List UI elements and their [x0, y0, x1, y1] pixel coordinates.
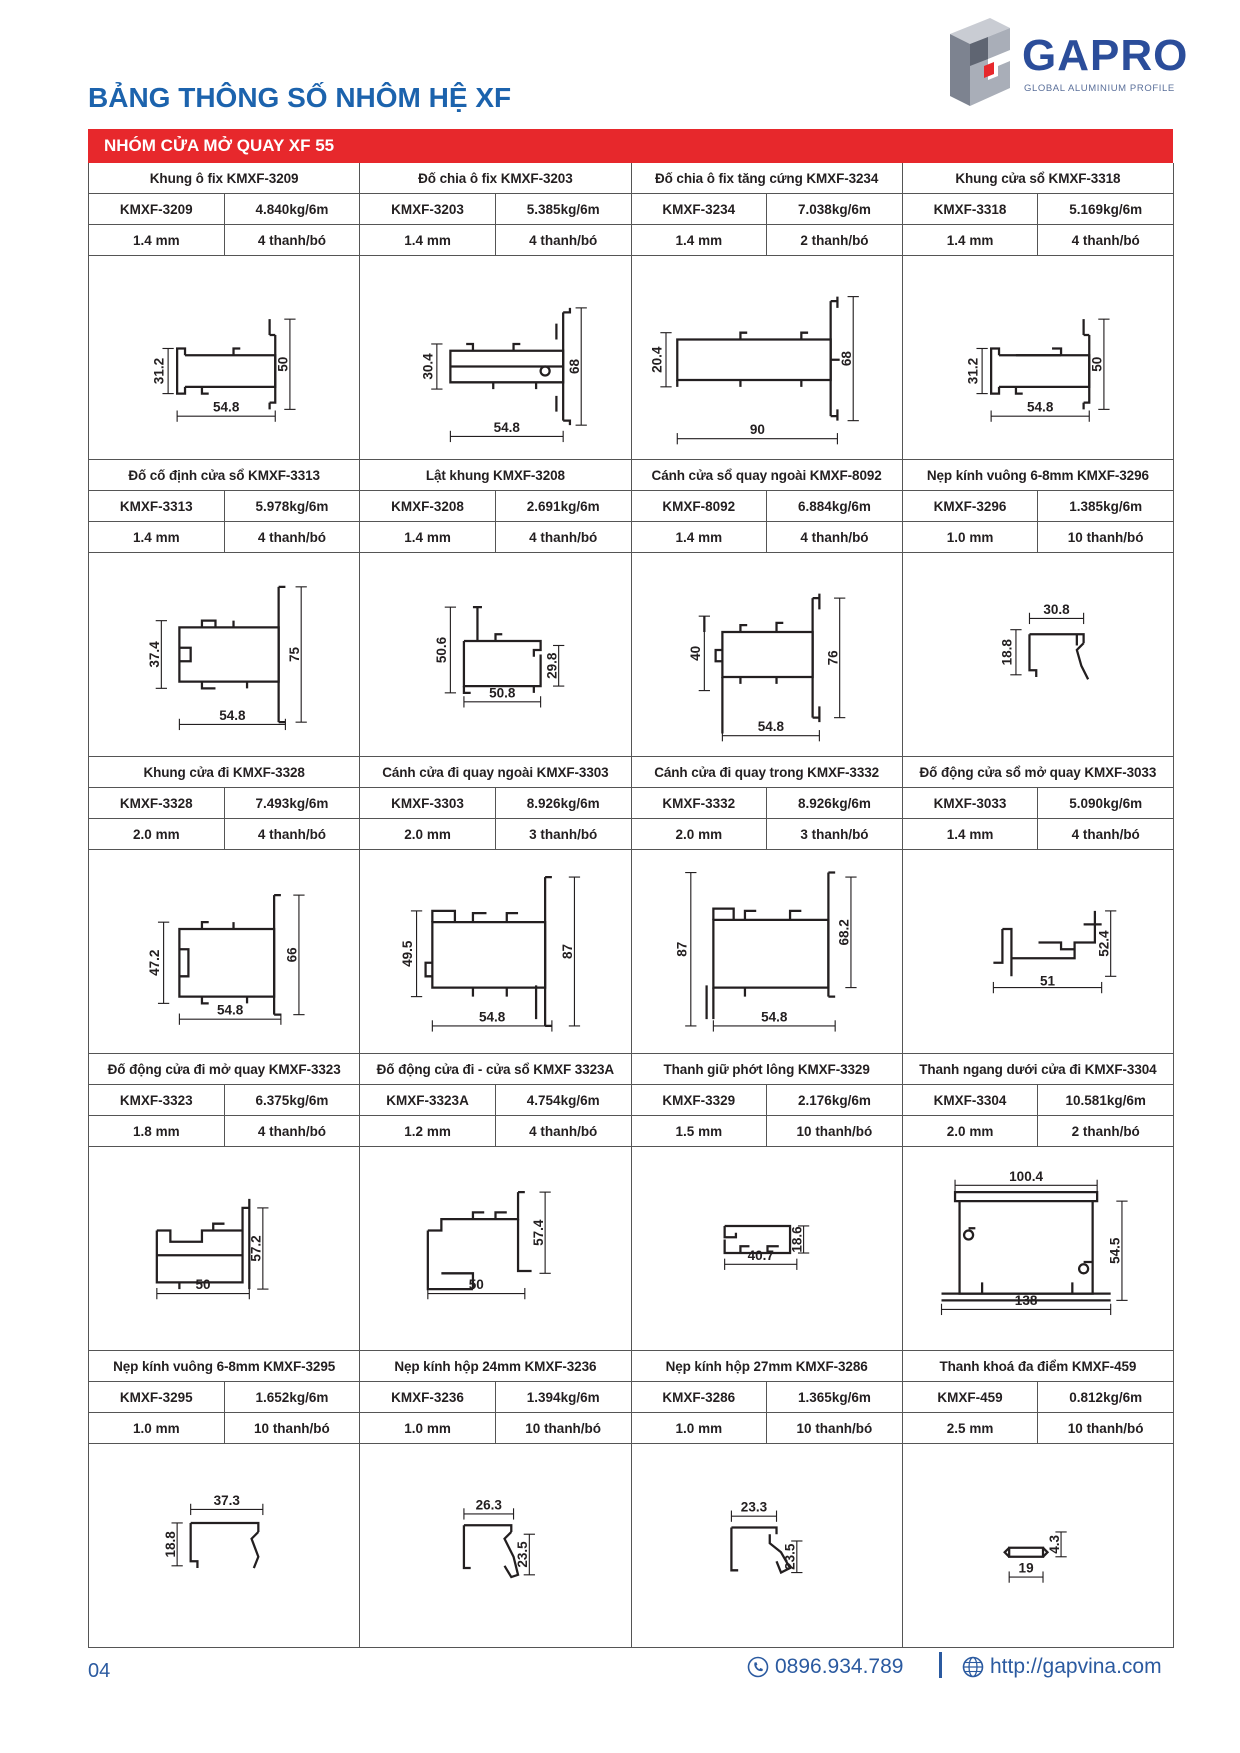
- dimension-label: 37.4: [147, 641, 163, 668]
- spec-row-thickness: [632, 522, 902, 553]
- dimension-label: 54.8: [479, 1009, 506, 1025]
- product-name: Đố động cửa sổ mở quay KMXF-3033: [903, 757, 1173, 788]
- product-code: KMXF-3296: [903, 491, 1039, 521]
- product-card: [632, 1054, 903, 1351]
- spec-row-code: [632, 194, 902, 225]
- spec-row-thickness: [903, 225, 1173, 256]
- product-weight: 8.926kg/6m: [526, 795, 600, 811]
- profile-drawing: [360, 1147, 631, 1350]
- dimension-label: 23.5: [782, 1543, 798, 1570]
- product-code: KMXF-3332: [632, 788, 768, 818]
- product-code: KMXF-3286: [632, 1382, 768, 1412]
- product-pack: 10 thanh/bó: [796, 1123, 873, 1139]
- phone-number[interactable]: 0896.934.789: [775, 1655, 904, 1678]
- profile-drawing: [632, 256, 903, 459]
- dimension-label: 30.4: [420, 353, 436, 380]
- spec-row-code: [632, 491, 902, 522]
- product-row: [89, 163, 1174, 460]
- product-name: Thanh khoá đa điểm KMXF-459: [903, 1351, 1173, 1382]
- product-thickness: 1.0 mm: [89, 1413, 225, 1443]
- dimension-label: 20.4: [648, 346, 664, 373]
- spec-row-thickness: [89, 819, 359, 850]
- dimension-label: 75: [286, 646, 302, 663]
- product-name: Nẹp kính hộp 27mm KMXF-3286: [632, 1351, 902, 1382]
- brand-name: GAPRO: [1022, 31, 1189, 80]
- product-weight: 5.169kg/6m: [1069, 201, 1143, 217]
- dimension-label: 23.5: [515, 1541, 531, 1568]
- spec-row-code: [89, 194, 359, 225]
- spec-row-code: [89, 491, 359, 522]
- spec-row-code: [89, 788, 359, 819]
- dimension-label: 31.2: [151, 357, 167, 385]
- product-weight: 4.754kg/6m: [526, 1092, 600, 1108]
- product-pack: 4 thanh/bó: [257, 232, 327, 248]
- product-pack: 4 thanh/bó: [529, 529, 598, 545]
- product-name: Khung ô fix KMXF-3209: [89, 163, 359, 194]
- spec-row-code: [903, 788, 1173, 819]
- spec-row-code: [360, 1085, 630, 1116]
- dimension-label: 57.4: [531, 1219, 547, 1246]
- product-name: Lật khung KMXF-3208: [360, 460, 630, 491]
- dimension-label: 57.2: [248, 1235, 264, 1262]
- product-name: Nẹp kính vuông 6-8mm KMXF-3296: [903, 460, 1173, 491]
- product-thickness: 1.4 mm: [632, 522, 768, 552]
- product-pack: 4 thanh/bó: [1071, 826, 1140, 842]
- profile-drawing: [89, 256, 360, 459]
- product-pack: 10 thanh/bó: [796, 1420, 873, 1436]
- product-code: KMXF-3323A: [360, 1085, 496, 1115]
- product-thickness: 1.0 mm: [360, 1413, 496, 1443]
- product-card: [89, 1351, 360, 1648]
- product-thickness: 2.0 mm: [360, 819, 496, 849]
- dimension-label: 50: [275, 356, 291, 372]
- product-code: KMXF-3313: [89, 491, 225, 521]
- product-weight: 5.090kg/6m: [1069, 795, 1143, 811]
- product-thickness: 1.4 mm: [360, 522, 496, 552]
- product-name: Thanh giữ phớt lông KMXF-3329: [632, 1054, 902, 1085]
- product-thickness: 1.0 mm: [903, 522, 1039, 552]
- spec-row-code: [632, 1085, 902, 1116]
- dimension-label: 54.8: [757, 719, 784, 735]
- product-name: Đố động cửa đi - cửa sổ KMXF 3323A: [360, 1054, 630, 1085]
- footer-divider: [939, 1652, 942, 1678]
- dimension-label: 19: [1018, 1560, 1034, 1576]
- dimension-label: 18.6: [788, 1226, 804, 1253]
- dimension-label: 50.6: [434, 636, 450, 664]
- spec-row-code: [89, 1382, 359, 1413]
- spec-row-thickness: [632, 225, 902, 256]
- dimension-label: 50: [1089, 356, 1105, 372]
- spec-row-thickness: [89, 522, 359, 553]
- product-code: KMXF-3318: [903, 194, 1039, 224]
- product-weight: 1.365kg/6m: [798, 1389, 871, 1405]
- product-code: KMXF-3295: [89, 1382, 225, 1412]
- product-name: Nẹp kính vuông 6-8mm KMXF-3295: [89, 1351, 359, 1382]
- dimension-label: 54.8: [213, 399, 240, 415]
- gapro-cube-icon: [940, 14, 1014, 110]
- spec-row-code: [903, 194, 1173, 225]
- dimension-label: 66: [284, 947, 300, 963]
- dimension-label: 31.2: [965, 357, 981, 385]
- spec-row-code: [632, 1382, 902, 1413]
- dimension-label: 100.4: [1008, 1168, 1043, 1184]
- product-code: KMXF-3328: [89, 788, 225, 818]
- product-thickness: 1.5 mm: [632, 1116, 768, 1146]
- profile-drawing: [89, 1444, 360, 1647]
- dimension-label: 54.5: [1107, 1237, 1123, 1264]
- spec-row-code: [903, 491, 1173, 522]
- product-name: Cánh cửa sổ quay ngoài KMXF-8092: [632, 460, 902, 491]
- section-title: NHÓM CỬA MỞ QUAY XF 55: [104, 136, 335, 155]
- product-row: [89, 460, 1174, 757]
- phone-icon: [747, 1656, 769, 1678]
- dimension-label: 87: [560, 943, 576, 960]
- section-band: [88, 129, 1173, 163]
- dimension-label: 90: [749, 422, 765, 438]
- spec-row-thickness: [903, 819, 1173, 850]
- spec-row-code: [89, 1085, 359, 1116]
- product-code: KMXF-459: [903, 1382, 1039, 1412]
- profile-drawing: [903, 1444, 1174, 1647]
- spec-row-thickness: [89, 1413, 359, 1444]
- spec-row-code: [360, 1382, 630, 1413]
- product-code: KMXF-3208: [360, 491, 496, 521]
- product-pack: 10 thanh/bó: [525, 1420, 602, 1436]
- dimension-label: 68: [567, 358, 583, 375]
- product-code: KMXF-3304: [903, 1085, 1039, 1115]
- product-grid: [88, 163, 1173, 1648]
- spec-row-thickness: [360, 225, 630, 256]
- profile-drawing: [360, 850, 631, 1053]
- product-name: Đố động cửa đi mở quay KMXF-3323: [89, 1054, 359, 1085]
- product-card: [632, 1351, 903, 1648]
- dimension-label: 18.8: [999, 639, 1015, 666]
- product-thickness: 1.4 mm: [903, 225, 1039, 255]
- spec-row-thickness: [360, 1413, 630, 1444]
- product-weight: 7.493kg/6m: [255, 795, 329, 811]
- product-pack: 10 thanh/bó: [1067, 529, 1144, 545]
- profile-drawing: [632, 553, 903, 756]
- product-code: KMXF-3234: [632, 194, 768, 224]
- spec-row-code: [632, 788, 902, 819]
- product-weight: 5.978kg/6m: [255, 498, 329, 514]
- product-card: [903, 757, 1174, 1054]
- spec-row-code: [903, 1085, 1173, 1116]
- product-code: KMXF-3303: [360, 788, 496, 818]
- product-thickness: 1.4 mm: [89, 225, 225, 255]
- product-pack: 2 thanh/bó: [1071, 1123, 1140, 1139]
- product-card: [89, 460, 360, 757]
- product-weight: 5.385kg/6m: [526, 201, 600, 217]
- product-card: [632, 163, 903, 460]
- product-pack: 3 thanh/bó: [529, 826, 598, 842]
- product-thickness: 1.8 mm: [89, 1116, 225, 1146]
- product-name: Thanh ngang dưới cửa đi KMXF-3304: [903, 1054, 1173, 1085]
- product-code: KMXF-3209: [89, 194, 225, 224]
- product-pack: 4 thanh/bó: [529, 232, 598, 248]
- dimension-label: 138: [1014, 1292, 1038, 1308]
- profile-drawing: [903, 850, 1174, 1053]
- product-row: [89, 1351, 1174, 1648]
- profile-drawing: [360, 1444, 631, 1647]
- spec-row-thickness: [632, 819, 902, 850]
- product-pack: 3 thanh/bó: [800, 826, 869, 842]
- product-pack: 4 thanh/bó: [257, 826, 327, 842]
- profile-drawing: [89, 553, 360, 756]
- product-card: [903, 1054, 1174, 1351]
- dimension-label: 52.4: [1096, 930, 1112, 957]
- product-thickness: 2.5 mm: [903, 1413, 1039, 1443]
- profile-drawing: [360, 553, 631, 756]
- spec-row-thickness: [632, 1116, 902, 1147]
- footer-phone: [747, 1655, 903, 1679]
- dimension-label: 4.3: [1046, 1534, 1062, 1554]
- product-name: Đố chia ô fix KMXF-3203: [360, 163, 630, 194]
- dimension-label: 40.7: [747, 1247, 774, 1263]
- dimension-label: 54.8: [1026, 399, 1054, 415]
- product-thickness: 1.2 mm: [360, 1116, 496, 1146]
- product-code: KMXF-3033: [903, 788, 1039, 818]
- page-title: BẢNG THÔNG SỐ NHÔM HỆ XF: [88, 82, 512, 113]
- product-weight: 6.884kg/6m: [798, 498, 871, 514]
- product-thickness: 2.0 mm: [632, 819, 768, 849]
- dimension-label: 68.2: [836, 919, 852, 946]
- spec-row-thickness: [903, 1413, 1173, 1444]
- dimension-label: 49.5: [400, 940, 416, 967]
- product-weight: 1.394kg/6m: [526, 1389, 600, 1405]
- product-thickness: 1.0 mm: [632, 1413, 768, 1443]
- website-link[interactable]: http://gapvina.com: [990, 1655, 1162, 1678]
- product-weight: 2.176kg/6m: [798, 1092, 871, 1108]
- product-pack: 4 thanh/bó: [800, 529, 869, 545]
- spec-row-thickness: [89, 225, 359, 256]
- spec-row-thickness: [903, 522, 1173, 553]
- product-pack: 4 thanh/bó: [257, 529, 327, 545]
- product-weight: 7.038kg/6m: [798, 201, 871, 217]
- dimension-label: 29.8: [544, 652, 560, 679]
- product-code: KMXF-3236: [360, 1382, 496, 1412]
- product-name: Khung cửa sổ KMXF-3318: [903, 163, 1173, 194]
- dimension-label: 76: [824, 650, 840, 666]
- dimension-label: 40: [687, 645, 703, 661]
- product-pack: 10 thanh/bó: [254, 1420, 330, 1436]
- dimension-label: 68: [838, 351, 854, 367]
- product-thickness: 2.0 mm: [903, 1116, 1039, 1146]
- profile-drawing: [903, 1147, 1174, 1350]
- spec-row-code: [360, 194, 630, 225]
- dimension-label: 54.8: [493, 419, 521, 435]
- product-weight: 10.581kg/6m: [1065, 1092, 1146, 1108]
- profile-drawing: [903, 256, 1174, 459]
- product-name: Khung cửa đi KMXF-3328: [89, 757, 359, 788]
- profile-drawing: [903, 553, 1174, 756]
- product-name: Nẹp kính hộp 24mm KMXF-3236: [360, 1351, 630, 1382]
- product-weight: 4.840kg/6m: [255, 201, 329, 217]
- product-weight: 1.652kg/6m: [255, 1389, 329, 1405]
- footer-website: [962, 1655, 1162, 1679]
- product-thickness: 2.0 mm: [89, 819, 225, 849]
- product-name: Cánh cửa đi quay ngoài KMXF-3303: [360, 757, 630, 788]
- product-card: [360, 460, 631, 757]
- gapro-logo: [940, 14, 1189, 110]
- product-thickness: 1.4 mm: [89, 522, 225, 552]
- spec-row-thickness: [89, 1116, 359, 1147]
- product-thickness: 1.4 mm: [632, 225, 768, 255]
- product-weight: 8.926kg/6m: [798, 795, 871, 811]
- spec-row-thickness: [360, 1116, 630, 1147]
- product-card: [903, 460, 1174, 757]
- globe-icon: [962, 1656, 984, 1678]
- product-code: KMXF-3203: [360, 194, 496, 224]
- product-weight: 2.691kg/6m: [526, 498, 600, 514]
- product-card: [360, 1351, 631, 1648]
- product-code: KMXF-3329: [632, 1085, 768, 1115]
- profile-drawing: [632, 850, 903, 1053]
- profile-drawing: [632, 1147, 903, 1350]
- page-number: 04: [88, 1660, 111, 1682]
- product-name: Đố cố định cửa sổ KMXF-3313: [89, 460, 359, 491]
- dimension-label: 18.8: [162, 1531, 178, 1558]
- spec-row-thickness: [903, 1116, 1173, 1147]
- product-card: [360, 163, 631, 460]
- dimension-label: 54.8: [760, 1009, 787, 1025]
- product-pack: 4 thanh/bó: [257, 1123, 327, 1139]
- product-name: Đố chia ô fix tăng cứng KMXF-3234: [632, 163, 902, 194]
- profile-drawing: [89, 850, 360, 1053]
- product-thickness: 1.4 mm: [360, 225, 496, 255]
- dimension-label: 37.3: [213, 1492, 240, 1508]
- dimension-label: 54.8: [219, 707, 246, 723]
- spec-row-thickness: [360, 522, 630, 553]
- product-weight: 6.375kg/6m: [255, 1092, 329, 1108]
- product-weight: 1.385kg/6m: [1069, 498, 1143, 514]
- product-pack: 4 thanh/bó: [529, 1123, 598, 1139]
- spec-row-thickness: [360, 819, 630, 850]
- product-card: [89, 757, 360, 1054]
- profile-drawing: [632, 1444, 903, 1647]
- product-code: KMXF-8092: [632, 491, 768, 521]
- product-row: [89, 1054, 1174, 1351]
- spec-row-code: [360, 788, 630, 819]
- product-card: [903, 163, 1174, 460]
- product-pack: 10 thanh/bó: [1067, 1420, 1144, 1436]
- product-pack: 4 thanh/bó: [1071, 232, 1140, 248]
- product-card: [903, 1351, 1174, 1648]
- profile-drawing: [89, 1147, 360, 1350]
- dimension-label: 87: [673, 941, 689, 957]
- spec-row-code: [903, 1382, 1173, 1413]
- product-code: KMXF-3323: [89, 1085, 225, 1115]
- dimension-label: 23.3: [740, 1499, 767, 1515]
- product-card: [360, 1054, 631, 1351]
- profile-drawing: [360, 256, 631, 459]
- dimension-label: 47.2: [147, 949, 163, 976]
- dimension-label: 30.8: [1043, 601, 1070, 617]
- dimension-label: 54.8: [216, 1002, 244, 1018]
- dimension-label: 50: [195, 1277, 211, 1293]
- product-card: [632, 757, 903, 1054]
- product-card: [89, 1054, 360, 1351]
- dimension-label: 51: [1039, 973, 1055, 989]
- product-card: [360, 757, 631, 1054]
- product-card: [89, 163, 360, 460]
- product-weight: 0.812kg/6m: [1069, 1389, 1143, 1405]
- brand-tagline: GLOBAL ALUMINIUM PROFILE: [1024, 83, 1175, 94]
- product-row: [89, 757, 1174, 1054]
- dimension-label: 26.3: [475, 1497, 503, 1513]
- product-thickness: 1.4 mm: [903, 819, 1039, 849]
- product-name: Cánh cửa đi quay trong KMXF-3332: [632, 757, 902, 788]
- spec-row-code: [360, 491, 630, 522]
- spec-row-thickness: [632, 1413, 902, 1444]
- product-pack: 2 thanh/bó: [800, 232, 869, 248]
- product-card: [632, 460, 903, 757]
- dimension-label: 50: [469, 1277, 485, 1293]
- dimension-label: 50.8: [489, 685, 516, 701]
